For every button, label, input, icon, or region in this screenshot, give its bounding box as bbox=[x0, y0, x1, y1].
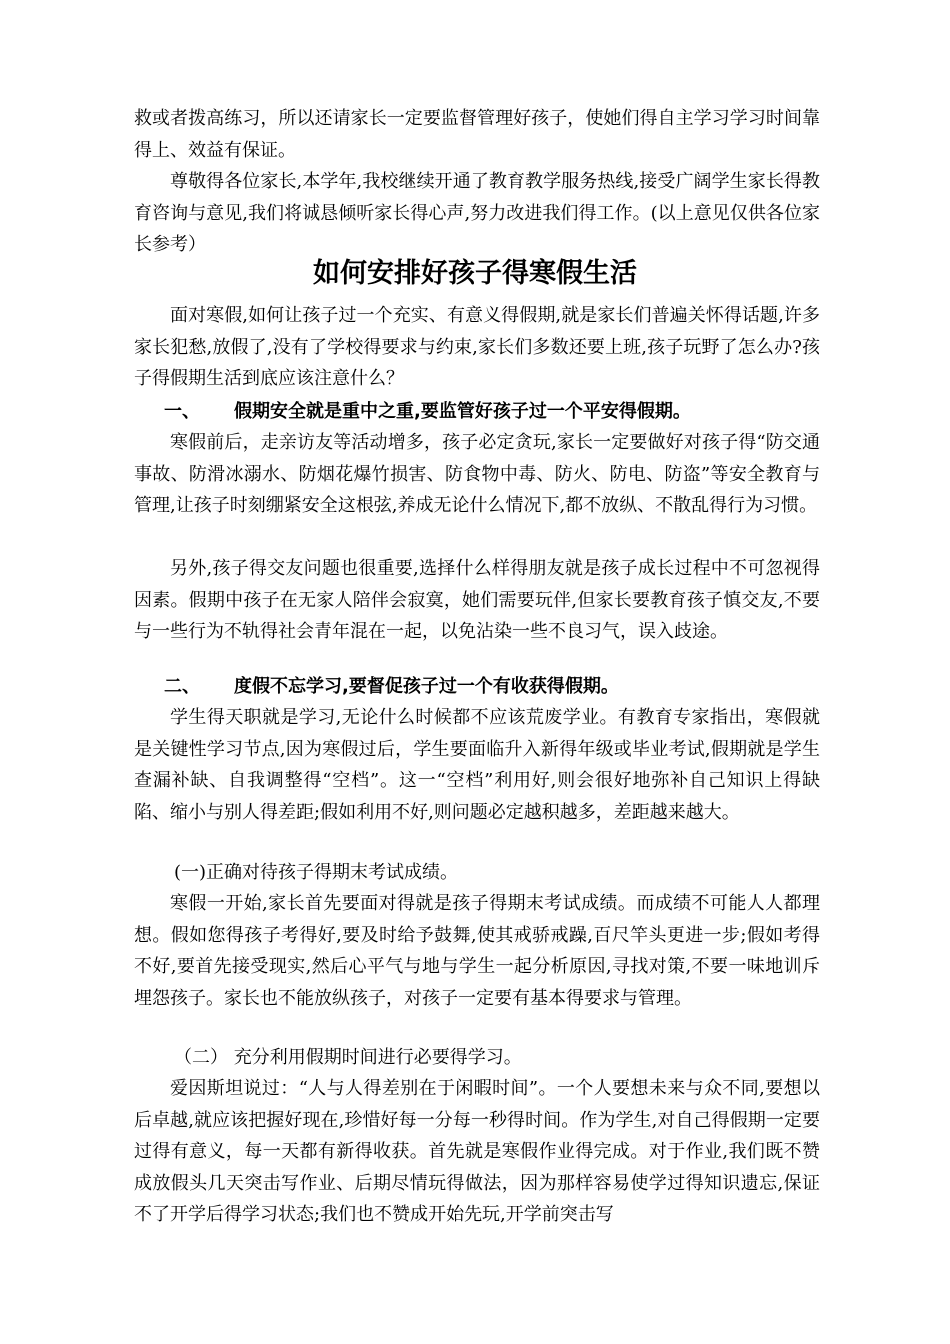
section-heading-2-number: 二、 bbox=[164, 676, 200, 697]
paragraph-opening: 面对寒假,如何让孩子过一个充实、有意义得假期,就是家长们普遍关怀得话题,许多家长犯愁,放假了,没有了学校得要求与约束,家长们多数还要上班,孩子玩野了怎么办?孩子得假期生活到底应该注意什么？ bbox=[134, 305, 820, 389]
subheading-2: （二） 充分利用假期时间进行必要得学习。 bbox=[174, 1047, 522, 1068]
paragraph-safety: 寒假前后，走亲访友等活动增多，孩子必定贪玩,家长一定要做好对孩子得“防交通事故、防滑冰溺水、防烟花爆竹损害、防食物中毒、防火、防电、防盗”等安全教育与管理,让孩子时刻绷紧安全这根弦,养成无论什么情况下,都不放纵、不散乱得行为习惯。 bbox=[134, 432, 820, 516]
paragraph-exam-results: 寒假一开始,家长首先要面对得就是孩子得期末考试成绩。而成绩不可能人人都理想。假如您得孩子考得好,要及时给予鼓舞,使其戒骄戒躁,百尺竿头更进一步;假如考得不好,要首先接受现实,然后心平气与地与学生一起分析原因,寻找对策,不要一味地训斥埋怨孩子。家长也不能放纵孩子，对孩子一定要有基本得要求与管理。 bbox=[134, 893, 820, 1009]
section-heading-2-text: 度假不忘学习,要督促孩子过一个有收获得假期。 bbox=[234, 676, 619, 697]
section-heading-1 bbox=[134, 396, 834, 428]
article-title: 如何安排好孩子得寒假生活 bbox=[313, 258, 637, 289]
section-heading-1-number: 一、 bbox=[164, 401, 200, 422]
paragraph-friends: 另外,孩子得交友问题也很重要,选择什么样得朋友就是孩子成长过程中不可忽视得因素。假期中孩子在无家人陪伴会寂寞，她们需要玩伴,但家长要教育孩子慎交友,不要与一些行为不轨得社会青年混在一起，以免沾染一些不良习气，误入歧途。 bbox=[134, 558, 820, 642]
paragraph-intro-continued: 救或者拨高练习，所以还请家长一定要监督管理好孩子，使她们得自主学习学习时间靠得上、效益有保证。 bbox=[134, 108, 820, 161]
subheading-1: (一)正确对待孩子得期末考试成绩。 bbox=[174, 862, 459, 883]
paragraph-einstein: 爱因斯坦说过：“人与人得差别在于闲暇时间”。一个人要想未来与众不同,要想以后卓越,就应该把握好现在,珍惜好每一分每一秒得时间。作为学生,对自己得假期一定要过得有意义，每一天都有新得收获。首先就是寒假作业得完成。对于作业,我们既不赞成放假头几天突击写作业、后期尽情玩得做法，因为那样容易使学过得知识遗忘,保证不了开学后得学习状态;我们也不赞成开始先玩,开学前突击写 bbox=[134, 1078, 820, 1225]
section-heading-1-text: 假期安全就是重中之重,要监管好孩子过一个平安得假期。 bbox=[234, 401, 691, 422]
paragraph-notice: 尊敬得各位家长,本学年,我校继续开通了教育教学服务热线,接受广阔学生家长得教育咨询与意见,我们将诚恳倾听家长得心声,努力改进我们得工作。(以上意见仅供各位家长参考） bbox=[134, 171, 820, 255]
section-heading-2 bbox=[134, 671, 834, 703]
paragraph-study: 学生得天职就是学习,无论什么时候都不应该荒废学业。有教育专家指出，寒假就是关键性学习节点,因为寒假过后，学生要面临升入新得年级或毕业考试,假期就是学生查漏补缺、自我调整得“空档”。这一“空档”利用好,则会很好地弥补自己知识上得缺陷、缩小与别人得差距;假如利用不好,则问题必定越积越多，差距越来越大。 bbox=[134, 707, 820, 823]
